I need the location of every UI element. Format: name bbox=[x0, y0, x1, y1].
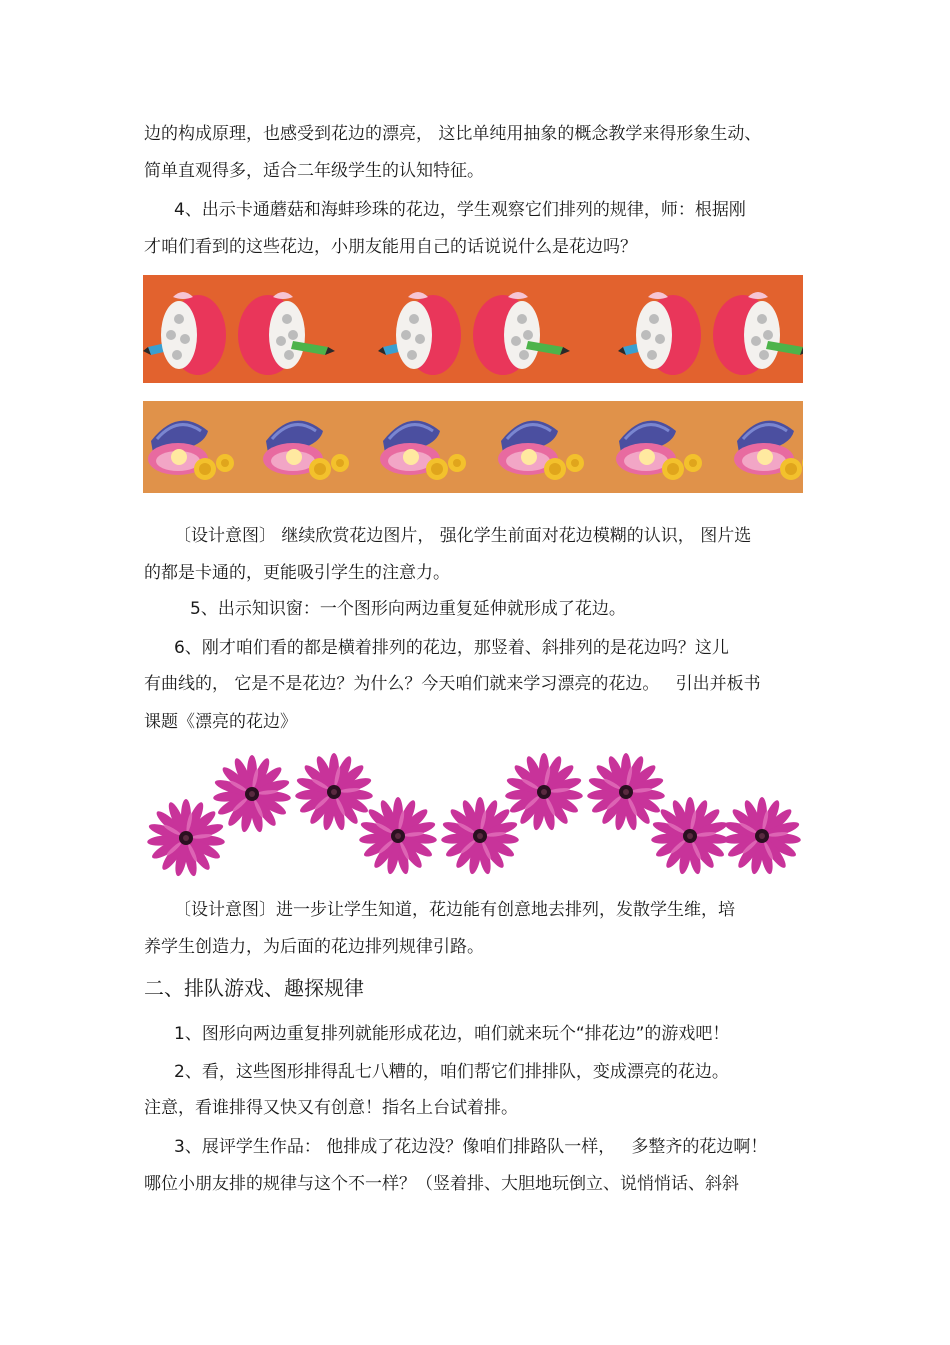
paragraph-line: 注意，看谁排得又快又有创意！指名上台试着排。 bbox=[144, 1098, 518, 1118]
paragraph-line: 2、看，这些图形排得乱七八糟的，咱们帮它们排排队，变成漂亮的花边。 bbox=[174, 1062, 729, 1082]
mushroom-border-image bbox=[143, 267, 803, 390]
paragraph-line: 边的构成原理，也感受到花边的漂亮， 这比单纯用抽象的概念教学来得形象生动、 bbox=[144, 124, 762, 144]
paragraph-line: 〔设计意图〕进一步让学生知道，花边能有创意地去排列，发散学生维，培 bbox=[174, 900, 735, 920]
paragraph-line: 1、图形向两边重复排列就能形成花边，咱们就来玩个“排花边”的游戏吧！ bbox=[174, 1024, 730, 1044]
paragraph-line: 3、展评学生作品： 他排成了花边没？像咱们排路队一样， 多整齐的花边啊！ bbox=[174, 1137, 768, 1157]
paragraph-line: 〔设计意图〕 继续欣赏花边图片， 强化学生前面对花边模糊的认识， 图片选 bbox=[174, 526, 752, 546]
paragraph-line: 4、出示卡通蘑菇和海蚌珍珠的花边，学生观察它们排列的规律，师：根据刚 bbox=[174, 200, 746, 220]
paragraph-line: 6、刚才咱们看的都是横着排列的花边，那竖着、斜排列的是花边吗？这儿 bbox=[174, 638, 729, 658]
paragraph-line: 5、出示知识窗：一个图形向两边重复延伸就形成了花边。 bbox=[190, 599, 626, 619]
pearl-shell-border-image bbox=[143, 401, 803, 505]
paragraph-line: 哪位小朋友排的规律与这个不一样？（竖着排、大胆地玩倒立、说悄悄话、斜斜 bbox=[144, 1174, 739, 1194]
paragraph-line: 才咱们看到的这些花边，小朋友能用自己的话说说什么是花边吗？ bbox=[144, 237, 637, 257]
paragraph-line: 课题《漂亮的花边》 bbox=[144, 712, 297, 732]
paragraph-line: 简单直观得多，适合二年级学生的认知特征。 bbox=[144, 161, 484, 181]
paragraph-line: 的都是卡通的，更能吸引学生的注意力。 bbox=[144, 563, 450, 583]
daisy-wave-border-image bbox=[140, 748, 810, 883]
paragraph-line: 有曲线的， 它是不是花边？为什么？今天咱们就来学习漂亮的花边。 引出并板书 bbox=[144, 674, 761, 694]
paragraph-line: 养学生创造力，为后面的花边排列规律引路。 bbox=[144, 937, 484, 957]
section-heading: 二、排队游戏、趣探规律 bbox=[144, 976, 364, 1000]
